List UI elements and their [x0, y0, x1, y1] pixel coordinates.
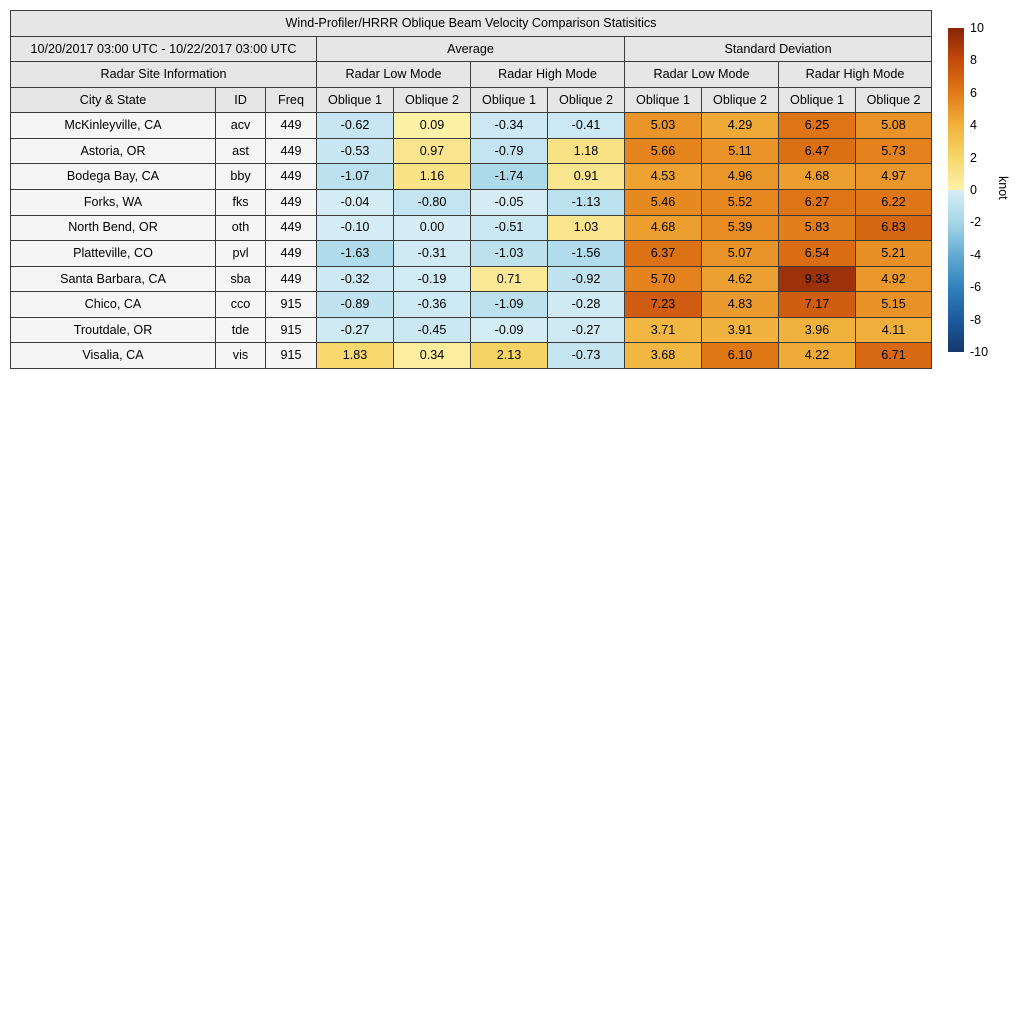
- value-cell: 4.11: [856, 317, 932, 343]
- value-cell: -0.34: [471, 113, 548, 139]
- value-cell: 6.22: [856, 189, 932, 215]
- value-cell: -0.05: [471, 189, 548, 215]
- city-cell: Forks, WA: [11, 189, 216, 215]
- table-row: [11, 292, 932, 318]
- value-cell: -0.27: [317, 317, 394, 343]
- value-cell: -0.79: [471, 138, 548, 164]
- col-freq: Freq: [266, 87, 317, 113]
- colorbar: [948, 21, 1024, 359]
- value-cell: -0.27: [548, 317, 625, 343]
- value-cell: 1.03: [548, 215, 625, 241]
- freq-cell: 449: [266, 189, 317, 215]
- freq-cell: 915: [266, 292, 317, 318]
- value-cell: 5.83: [779, 215, 856, 241]
- group-average-label: Average: [317, 36, 625, 62]
- colorbar-tick-label: -4: [970, 247, 982, 262]
- value-cell: 0.34: [394, 343, 471, 369]
- value-cell: 2.13: [471, 343, 548, 369]
- stats-table: [10, 10, 932, 369]
- col-oblique: Oblique 2: [548, 87, 625, 113]
- col-id: ID: [216, 87, 266, 113]
- site-id-cell: sba: [216, 266, 266, 292]
- col-oblique: Oblique 1: [317, 87, 394, 113]
- sd-low-mode-label: Radar Low Mode: [625, 62, 779, 88]
- value-cell: -0.80: [394, 189, 471, 215]
- table-row: [11, 317, 932, 343]
- col-oblique: Oblique 2: [394, 87, 471, 113]
- value-cell: 5.66: [625, 138, 702, 164]
- city-cell: North Bend, OR: [11, 215, 216, 241]
- value-cell: 4.96: [702, 164, 779, 190]
- colorbar-tick-label: 4: [970, 118, 977, 133]
- city-cell: Astoria, OR: [11, 138, 216, 164]
- table-row: [11, 189, 932, 215]
- colorbar-tick-label: 10: [970, 21, 984, 35]
- site-id-cell: ast: [216, 138, 266, 164]
- table-row: [11, 164, 932, 190]
- value-cell: 0.00: [394, 215, 471, 241]
- value-cell: 4.53: [625, 164, 702, 190]
- value-cell: -1.56: [548, 241, 625, 267]
- value-cell: -0.10: [317, 215, 394, 241]
- group-stddev-label: Standard Deviation: [625, 36, 932, 62]
- colorbar-tick-label: 6: [970, 85, 977, 100]
- col-city-state: City & State: [11, 87, 216, 113]
- col-oblique: Oblique 1: [779, 87, 856, 113]
- city-cell: Chico, CA: [11, 292, 216, 318]
- value-cell: 5.39: [702, 215, 779, 241]
- colorbar-tick-label: -2: [970, 215, 982, 230]
- value-cell: 4.22: [779, 343, 856, 369]
- value-cell: 1.16: [394, 164, 471, 190]
- site-id-cell: vis: [216, 343, 266, 369]
- value-cell: 6.83: [856, 215, 932, 241]
- value-cell: -0.31: [394, 241, 471, 267]
- city-cell: Platteville, CO: [11, 241, 216, 267]
- value-cell: 0.09: [394, 113, 471, 139]
- value-cell: 6.10: [702, 343, 779, 369]
- sd-high-mode-label: Radar High Mode: [779, 62, 932, 88]
- avg-high-mode-label: Radar High Mode: [471, 62, 625, 88]
- site-info-label: Radar Site Information: [11, 62, 317, 88]
- table-row: [11, 343, 932, 369]
- value-cell: -0.41: [548, 113, 625, 139]
- value-cell: -1.07: [317, 164, 394, 190]
- value-cell: -0.92: [548, 266, 625, 292]
- value-cell: 9.33: [779, 266, 856, 292]
- table-row: [11, 241, 932, 267]
- colorbar-tick-label: -10: [970, 345, 989, 359]
- value-cell: -0.28: [548, 292, 625, 318]
- site-id-cell: fks: [216, 189, 266, 215]
- value-cell: 5.11: [702, 138, 779, 164]
- colorbar-tick-label: -8: [970, 312, 982, 327]
- freq-cell: 449: [266, 113, 317, 139]
- value-cell: 6.25: [779, 113, 856, 139]
- colorbar-tick-label: 2: [970, 150, 977, 165]
- value-cell: 4.68: [625, 215, 702, 241]
- site-id-cell: cco: [216, 292, 266, 318]
- group-header-row: [11, 36, 932, 62]
- value-cell: 5.21: [856, 241, 932, 267]
- col-oblique: Oblique 2: [856, 87, 932, 113]
- value-cell: -1.09: [471, 292, 548, 318]
- value-cell: 6.54: [779, 241, 856, 267]
- value-cell: 3.91: [702, 317, 779, 343]
- value-cell: -1.63: [317, 241, 394, 267]
- value-cell: 5.08: [856, 113, 932, 139]
- date-range-label: 10/20/2017 03:00 UTC - 10/22/2017 03:00 UTC: [11, 36, 317, 62]
- value-cell: -0.62: [317, 113, 394, 139]
- value-cell: 6.37: [625, 241, 702, 267]
- freq-cell: 449: [266, 241, 317, 267]
- city-cell: Bodega Bay, CA: [11, 164, 216, 190]
- value-cell: 4.29: [702, 113, 779, 139]
- value-cell: -1.03: [471, 241, 548, 267]
- city-cell: Santa Barbara, CA: [11, 266, 216, 292]
- site-id-cell: bby: [216, 164, 266, 190]
- value-cell: 7.17: [779, 292, 856, 318]
- chart-title: Wind-Profiler/HRRR Oblique Beam Velocity Comparison Statisitics: [11, 11, 932, 37]
- colorbar-gradient: [948, 28, 964, 352]
- colorbar-tick-label: -6: [970, 280, 982, 295]
- col-oblique: Oblique 1: [625, 87, 702, 113]
- col-oblique: Oblique 2: [702, 87, 779, 113]
- site-id-cell: acv: [216, 113, 266, 139]
- value-cell: 4.62: [702, 266, 779, 292]
- freq-cell: 915: [266, 343, 317, 369]
- value-cell: 1.18: [548, 138, 625, 164]
- value-cell: -0.45: [394, 317, 471, 343]
- table-row: [11, 215, 932, 241]
- value-cell: 5.46: [625, 189, 702, 215]
- value-cell: 4.92: [856, 266, 932, 292]
- value-cell: -0.32: [317, 266, 394, 292]
- value-cell: -1.74: [471, 164, 548, 190]
- table-row: [11, 138, 932, 164]
- value-cell: 6.71: [856, 343, 932, 369]
- value-cell: 5.07: [702, 241, 779, 267]
- freq-cell: 449: [266, 164, 317, 190]
- colorbar-tick-label: 8: [970, 53, 977, 68]
- table-row: [11, 266, 932, 292]
- value-cell: 5.73: [856, 138, 932, 164]
- value-cell: 5.70: [625, 266, 702, 292]
- value-cell: 4.68: [779, 164, 856, 190]
- site-id-cell: oth: [216, 215, 266, 241]
- avg-low-mode-label: Radar Low Mode: [317, 62, 471, 88]
- freq-cell: 915: [266, 317, 317, 343]
- value-cell: 5.03: [625, 113, 702, 139]
- column-header-row: [11, 87, 932, 113]
- value-cell: -0.36: [394, 292, 471, 318]
- title-row: [11, 11, 932, 37]
- freq-cell: 449: [266, 138, 317, 164]
- value-cell: 0.97: [394, 138, 471, 164]
- city-cell: McKinleyville, CA: [11, 113, 216, 139]
- value-cell: 1.83: [317, 343, 394, 369]
- value-cell: -0.73: [548, 343, 625, 369]
- value-cell: -0.89: [317, 292, 394, 318]
- value-cell: 3.71: [625, 317, 702, 343]
- value-cell: 5.15: [856, 292, 932, 318]
- colorbar-unit-label: knot: [996, 176, 1010, 200]
- value-cell: -1.13: [548, 189, 625, 215]
- value-cell: -0.53: [317, 138, 394, 164]
- value-cell: 3.68: [625, 343, 702, 369]
- site-id-cell: pvl: [216, 241, 266, 267]
- value-cell: -0.04: [317, 189, 394, 215]
- value-cell: 4.83: [702, 292, 779, 318]
- value-cell: 5.52: [702, 189, 779, 215]
- value-cell: 4.97: [856, 164, 932, 190]
- city-cell: Troutdale, OR: [11, 317, 216, 343]
- site-id-cell: tde: [216, 317, 266, 343]
- value-cell: -0.51: [471, 215, 548, 241]
- value-cell: 0.71: [471, 266, 548, 292]
- col-oblique: Oblique 1: [471, 87, 548, 113]
- value-cell: -0.09: [471, 317, 548, 343]
- freq-cell: 449: [266, 215, 317, 241]
- colorbar-tick-label: 0: [970, 183, 977, 197]
- value-cell: 6.47: [779, 138, 856, 164]
- table-row: [11, 113, 932, 139]
- mode-header-row: [11, 62, 932, 88]
- value-cell: 0.91: [548, 164, 625, 190]
- value-cell: 6.27: [779, 189, 856, 215]
- value-cell: 7.23: [625, 292, 702, 318]
- value-cell: 3.96: [779, 317, 856, 343]
- freq-cell: 449: [266, 266, 317, 292]
- value-cell: -0.19: [394, 266, 471, 292]
- city-cell: Visalia, CA: [11, 343, 216, 369]
